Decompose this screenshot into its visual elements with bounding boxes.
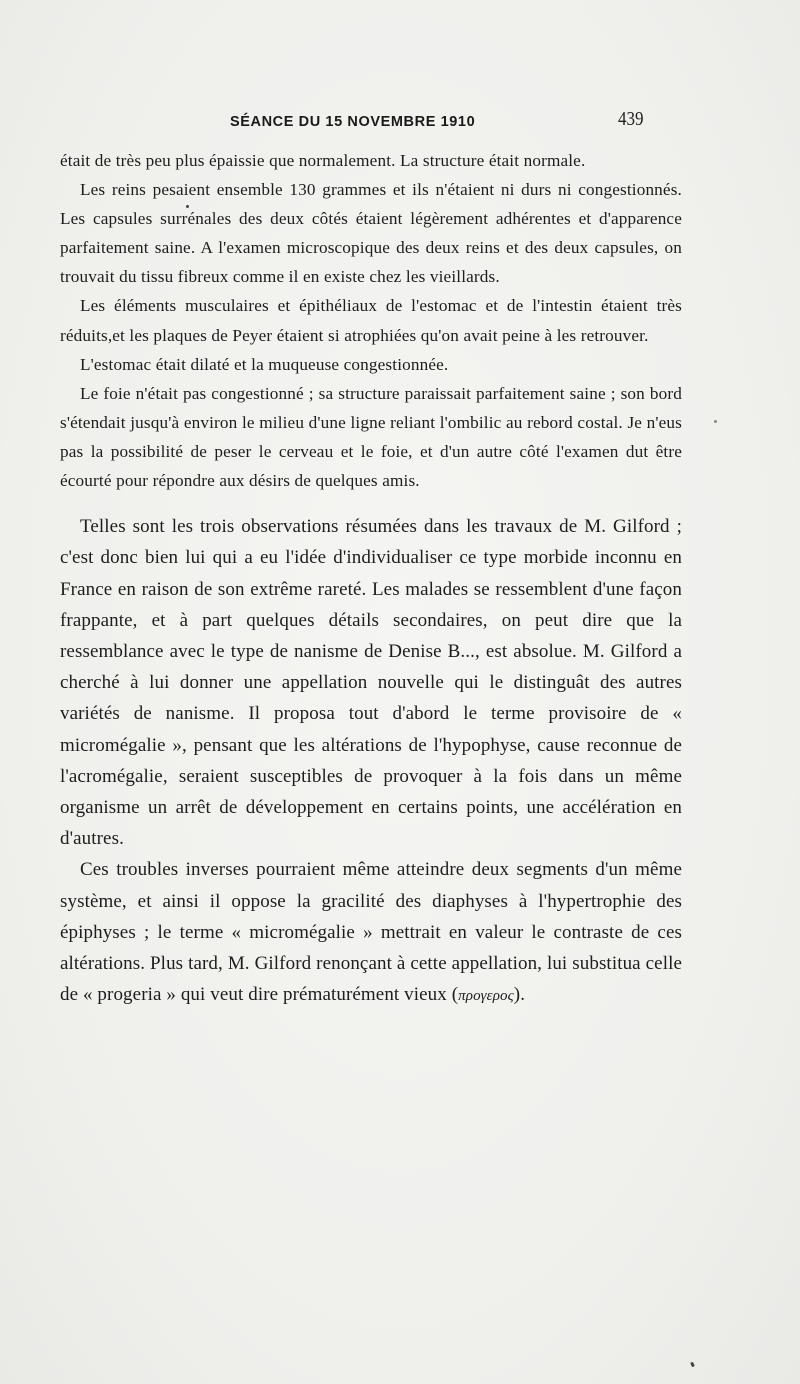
paragraph-stomach: L'estomac était dilaté et la muqueuse congestionnée. — [80, 354, 449, 374]
paragraph-liver: Le foie n'était pas congestionné ; sa structure paraissait parfaitement saine ; son bord s'étendait jusqu'à environ le milieu d'une ligne reliant l'ombilic au rebord costal. Je n'eus pas la possibilité de peser le cerveau et le foie, et d'un autre côté l'examen dut être écourté pour répondre aux désirs de quelques amis. — [60, 383, 682, 491]
progeria-text: Ces troubles inverses pourraient même atteindre deux segments d'un même système, et ainsi il oppose la gracilité des diaphyses à l'hypertrophie des épiphyses ; le terme « micromégalie » mettrait en valeur le contraste de ces altérations. Plus tard, M. Gilford renonçant à cette appellation, lui substitua celle de « progeria » qui veut dire prématurément vieux ( — [60, 859, 682, 1006]
greek-word: προγερος — [458, 988, 514, 1005]
closing-text: ). — [513, 984, 526, 1006]
scan-speck — [690, 1362, 695, 1368]
page-number: 439 — [618, 108, 644, 130]
scan-speck — [714, 420, 717, 423]
running-head — [0, 108, 800, 138]
paragraph-kidneys: Les reins pesaient ensemble 130 grammes et ils n'étaient ni durs ni congestionnés. Les capsules surrénales des deux côtés étaient légèrement adhérentes et d'apparence parfaitement saine. A l'examen microscopique des deux reins et des deux capsules, on trouvait du tissu fibreux comme il en existe chez les vieillards. — [60, 180, 682, 287]
scan-speck — [186, 205, 189, 208]
autopsy-findings-section — [60, 146, 682, 495]
paragraph-intestine: Les éléments musculaires et épithéliaux de l'estomac et de l'intestin étaient très réduits,et les plaques de Peyer étaient si atrophiées qu'on avait peine à les retrouver. — [60, 296, 682, 345]
paragraph-progeria-naming — [60, 854, 682, 1012]
paragraph-continuation: était de très peu plus épaissie que normalement. La structure était normale. — [60, 151, 586, 170]
discussion-section — [60, 511, 682, 1012]
paragraph-gilford-observations: Telles sont les trois observations résumées dans les travaux de M. Gilford ; c'est donc bien lui qui a eu l'idée d'individualiser ce type morbide inconnu en France en raison de son extrême rareté. Les malades se ressemblent d'une façon frappante, et à part quelques détails secondaires, on peut dire que la ressemblance avec le type de nanisme de Denise B..., est absolue. M. Gilford a cherché à lui donner une appellation nouvelle qui le distinguât des autres variétés de nanisme. Il proposa tout d'abord le terme provisoire de « micromégalie », pensant que les altérations de l'hypophyse, cause reconnue de l'acromégalie, seraient susceptibles de provoquer à la fois dans un même organisme un arrêt de développement en certains points, une accélération en d'autres. — [60, 516, 682, 850]
body-text — [60, 146, 682, 1012]
running-title: SÉANCE DU 15 NOVEMBRE 1910 — [230, 114, 476, 130]
